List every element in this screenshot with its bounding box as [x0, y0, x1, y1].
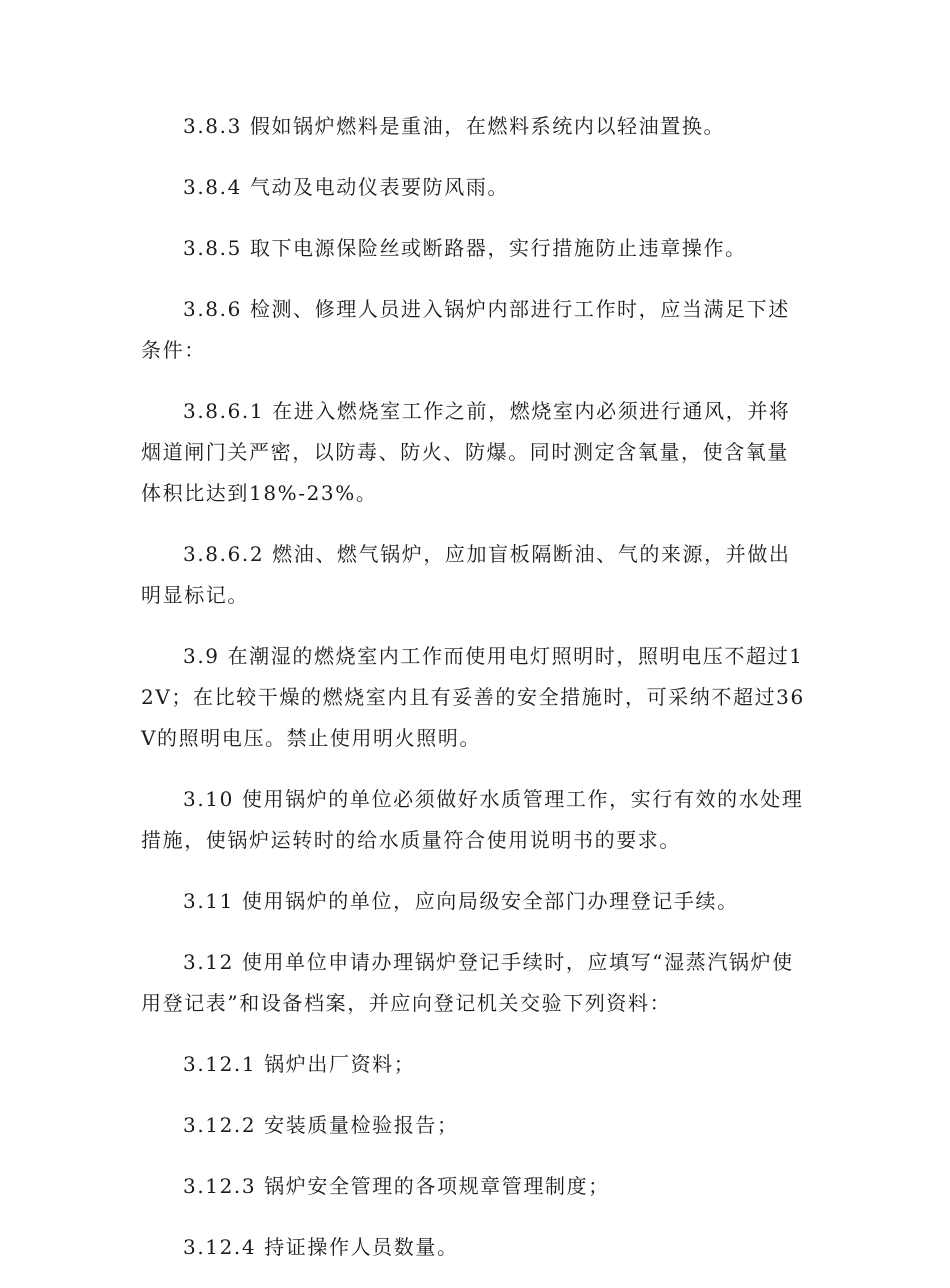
paragraph-3-8-6: 3.8.6 检测、修理人员进入锅炉内部进行工作时，应当满足下述条件：: [141, 297, 790, 362]
paragraph-3-9: 3.9 在潮湿的燃烧室内工作而使用电灯照明时，照明电压不超过12V；在比较干燥的燃烧室内且有妥善的安全措施时，可采纳不超过36V的照明电压。禁止使用明火照明。: [141, 644, 805, 750]
paragraph-3-12-4: 3.12.4 持证操作人员数量。: [183, 1235, 459, 1259]
paragraph-3-11: 3.11 使用锅炉的单位，应向局级安全部门办理登记手续。: [183, 889, 739, 913]
paragraph-3-8-3: 3.8.3 假如锅炉燃料是重油，在燃料系统内以轻油置换。: [183, 114, 726, 138]
paragraph-3-12: 3.12 使用单位申请办理锅炉登记手续时，应填写“湿蒸汽锅炉使用登记表”和设备档案，并应向登记机关交验下列资料：: [141, 950, 794, 1015]
paragraph-3-12-1: 3.12.1 锅炉出厂资料；: [183, 1052, 416, 1076]
paragraph-3-12-3: 3.12.3 锅炉安全管理的各项规章管理制度；: [183, 1174, 610, 1198]
document-body: [141, 106, 806, 1288]
paragraph-3-10: 3.10 使用锅炉的单位必须做好水质管理工作，实行有效的水处理措施，使锅炉运转时的给水质量符合使用说明书的要求。: [141, 787, 804, 852]
paragraph-3-8-4: 3.8.4 气动及电动仪表要防风雨。: [183, 175, 510, 199]
paragraph-3-12-2: 3.12.2 安装质量检验报告；: [183, 1113, 459, 1137]
paragraph-3-8-6-1: 3.8.6.1 在进入燃烧室工作之前，燃烧室内必须进行通风，并将烟道闸门关严密，以防毒、防火、防爆。同时测定含氧量，使含氧量体积比达到18%-23%。: [141, 399, 791, 505]
paragraph-3-8-5: 3.8.5 取下电源保险丝或断路器，实行措施防止违章操作。: [183, 236, 747, 260]
paragraph-3-8-6-2: 3.8.6.2 燃油、燃气锅炉，应加盲板隔断油、气的来源，并做出明显标记。: [141, 542, 791, 607]
